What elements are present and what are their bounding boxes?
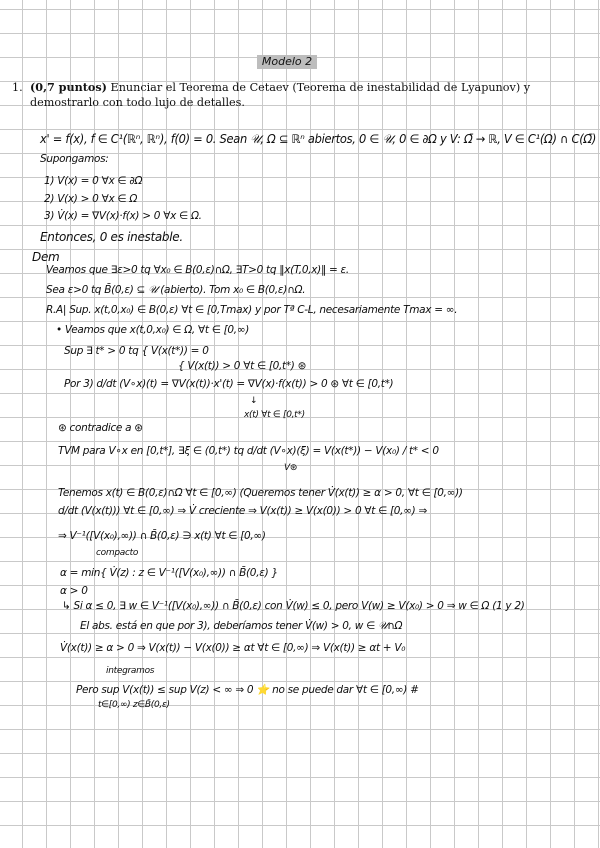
note-line-23: compacto [96, 548, 139, 558]
note-line-5: 3) V̇(x) = ∇V(x)·f(x) > 0 ∀x ∈ Ω. [44, 210, 202, 222]
note-line-1: x' = f(x), f ∈ C¹(ℝⁿ, ℝⁿ), f(0) = 0. Sean 𝒰, Ω ⊆ ℝⁿ abiertos, 0 ∈ 𝒰, 0 ∈ ∂Ω y V: Ω̄ → ℝ, V ∈ C¹(Ω) ∩ C(Ω̄) [40, 132, 597, 146]
note-line-9: Sea ε>0 tq B̄(0,ε) ⊆ 𝒰 (abierto). Tom x₀ ∈ B(0,ε)∩Ω. [46, 284, 306, 296]
note-line-16: x(t) ∀t ∈ [0,t*) [244, 410, 305, 420]
note-line-17: ⊛ contradice a ⊛ [58, 422, 143, 434]
note-line-31: t∈[0,∞) z∈B̄(0,ε) [98, 700, 170, 710]
note-line-22: ⇒ V⁻¹([V(x₀),∞)) ∩ B̄(0,ε) ∋ x(t) ∀t ∈ [0,∞) [58, 530, 266, 542]
note-line-11: • Veamos que x(t,0,x₀) ∈ Ω, ∀t ∈ [0,∞) [56, 324, 250, 336]
note-line-13: { V(x(t)) > 0 ∀t ∈ [0,t*) ⊛ [178, 360, 307, 372]
note-line-3: 1) V(x) = 0 ∀x ∈ ∂Ω [44, 175, 143, 187]
note-line-26: ↳ Si α ≤ 0, ∃ w ∈ V⁻¹([V(x₀),∞)) ∩ B̄(0,ε) con V̇(w) ≤ 0, pero V(w) ≥ V(x₀) > 0 ⇒ w ∈ Ω (1 y 2) [62, 600, 525, 612]
note-line-19: V⊛ [284, 463, 298, 473]
note-line-28: V̇(x(t)) ≥ α > 0 ⇒ V(x(t)) − V(x(0)) ≥ αt ∀t ∈ [0,∞) ⇒ V(x(t)) ≥ αt + V₀ [60, 642, 406, 654]
problem-points: (0,7 puntos) [30, 80, 107, 94]
note-line-30: Pero sup V(x(t)) ≤ sup V(z) < ∞ ⇒ 0 ⭐ no se puede dar ∀t ∈ [0,∞) # [76, 684, 419, 696]
problem-number: 1. [12, 81, 23, 94]
note-line-4: 2) V(x) > 0 ∀x ∈ Ω [44, 193, 138, 205]
problem-text: Enunciar el Teorema de Cetaev (Teorema de inestabilidad de Lyapunov) y demostrarlo con todo lujo de detalles. [30, 81, 531, 109]
note-line-21: d/dt (V(x(t))) ∀t ∈ [0,∞) ⇒ V̇ creciente ⇒ V(x(t)) ≥ V(x(0)) > 0 ∀t ∈ [0,∞) ⇒ [58, 505, 427, 517]
note-line-25: α > 0 [60, 585, 88, 597]
note-line-18: TVM para V∘x en [0,t*], ∃ξ ∈ (0,t*) tq d/dt (V∘x)(ξ) = V(x(t*)) − V(x₀) / t* < 0 [58, 445, 439, 457]
note-line-29: integramos [106, 666, 155, 676]
note-line-15: ↓ [250, 396, 258, 406]
note-line-14: Por 3) d/dt (V∘x)(t) = ∇V(x(t))·x'(t) = ∇V(x)·f(x(t)) > 0 ⊛ ∀t ∈ [0,t*) [64, 378, 394, 390]
note-line-10: R.A| Sup. x(t,0,x₀) ∈ B(0,ε) ∀t ∈ [0,Tmax) y por Tª C-L, necesariamente Tmax = ∞. [46, 304, 458, 316]
note-line-7: Dem [32, 250, 60, 264]
page-title: Modelo 2 [257, 55, 317, 69]
note-line-12: Sup ∃ t* > 0 tq { V(x(t*)) = 0 [64, 345, 209, 357]
note-line-6: Entonces, 0 es inestable. [40, 230, 183, 244]
note-line-24: α = min{ V̇(z) : z ∈ V⁻¹([V(x₀),∞)) ∩ B̄(0,ε) } [60, 567, 278, 579]
note-line-2: Supongamos: [40, 153, 109, 165]
note-line-8: Veamos que ∃ε>0 tq ∀x₀ ∈ B(0,ε)∩Ω, ∃T>0 tq ‖x(T,0,x)‖ = ε. [46, 264, 349, 276]
note-line-27: El abs. está en que por 3), deberíamos tener V̇(w) > 0, w ∈ 𝒰∩Ω [80, 620, 403, 632]
note-line-20: Tenemos x(t) ∈ B(0,ε)∩Ω ∀t ∈ [0,∞) (Queremos tener V̇(x(t)) ≥ α > 0, ∀t ∈ [0,∞)) [58, 487, 463, 499]
